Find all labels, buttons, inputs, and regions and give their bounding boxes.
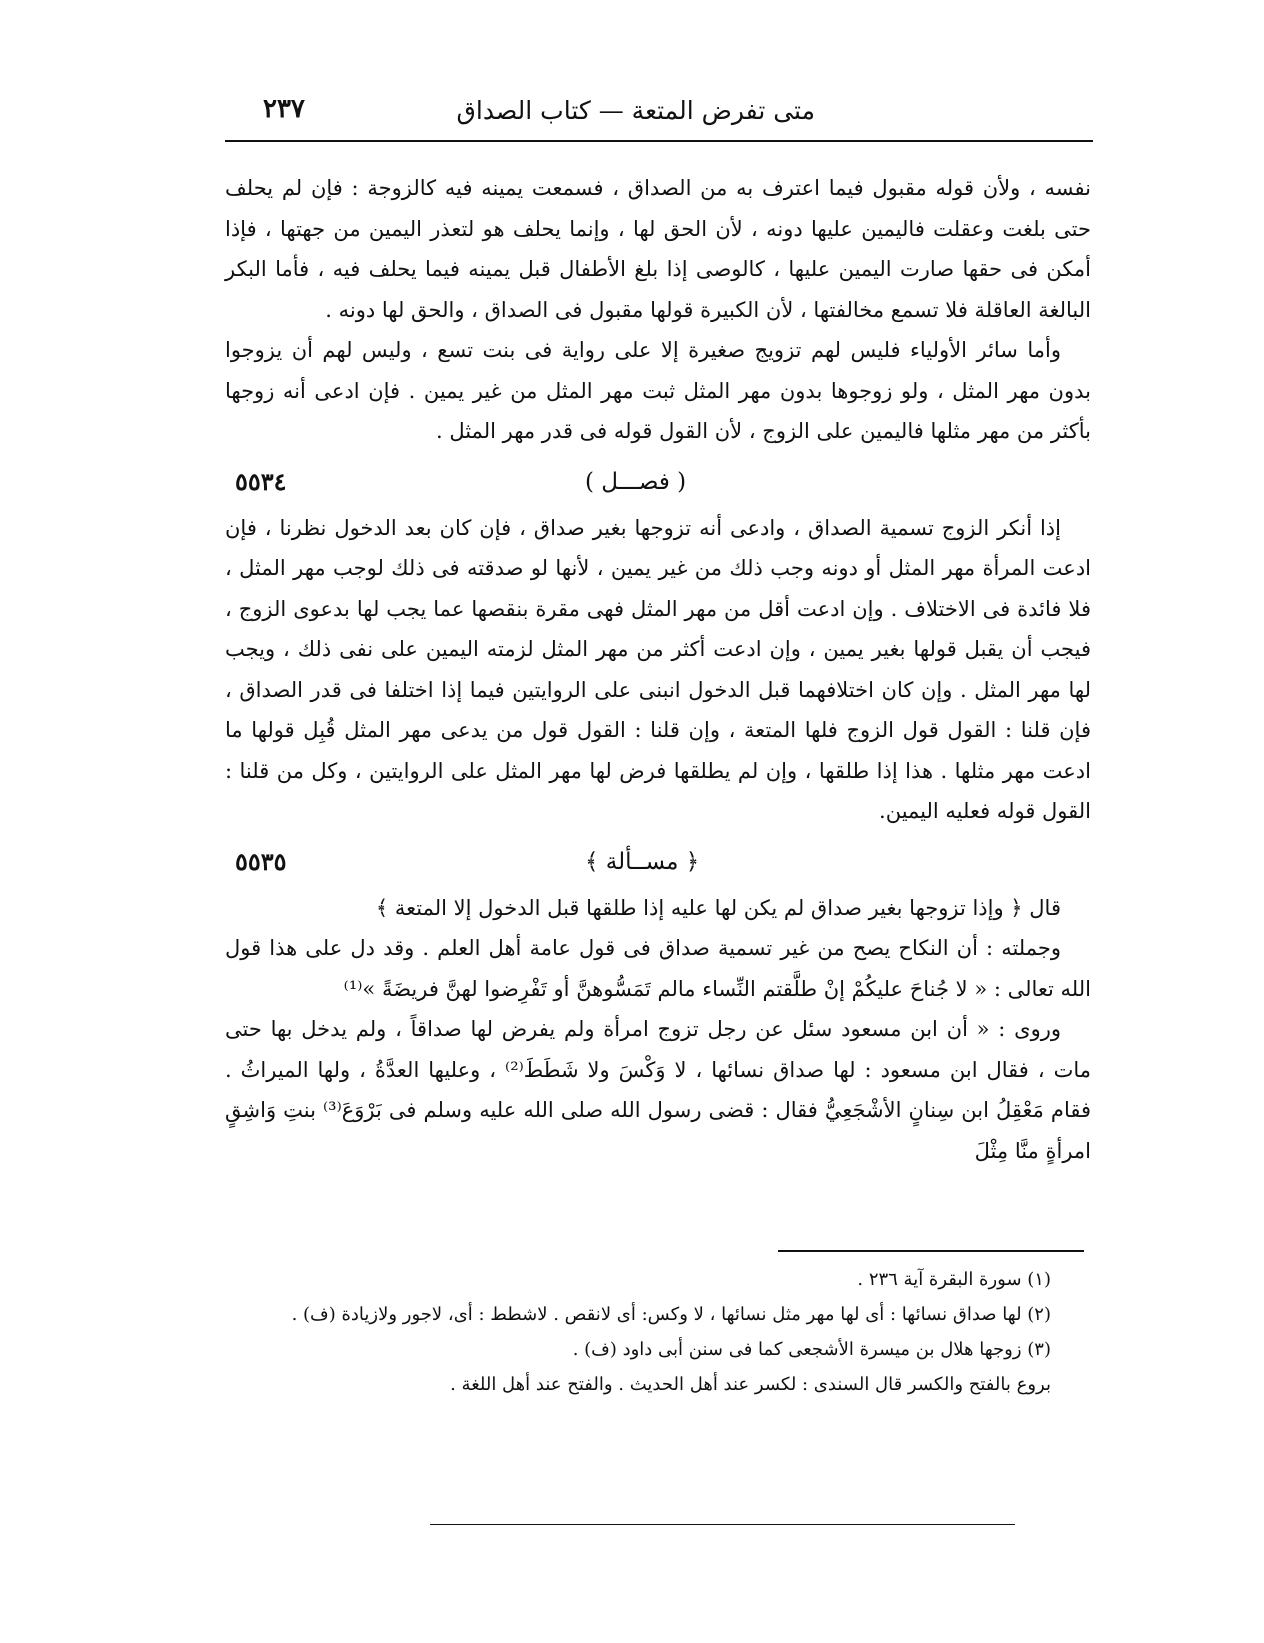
footnote-rule — [778, 1250, 1084, 1252]
section-number: ٥٥٣٥ — [235, 846, 287, 876]
paragraph-5: وجملته : أن النكاح يصح من غير تسمية صداق فى قول عامة أهل العلم . وقد دل على هذا قول الله تعالى : « لا جُناحَ عليكُمْ إنْ طلَّقتم النِّساء مالم تَمَسُّوهنَّ أو تَفْرِضوا لهنَّ فريضَةً »⁽¹⁾ — [225, 936, 1091, 1001]
page-number: ٢٣٧ — [263, 94, 305, 124]
footnote-note: بروع بالفتح والكسر قال السندى : لكسر عند أهل الحديث . والفتح عند أهل اللغة . — [450, 1374, 1051, 1395]
footnote-3: (٣) زوجها هلال بن ميسرة الأشجعى كما فى سنن أبى داود (ف) . — [572, 1339, 1051, 1360]
paragraph-6: وروى : « أن ابن مسعود سئل عن رجل تزوج امرأة ولم يفرض لها صداقاً ، ولم يدخل بها حتى مات ، فقال ابن مسعود : لها صداق نسائها ، لا وَكْسَ ولا شَطَطَ⁽²⁾ ، وعليها العدَّةُ ، ولها الميراثُ . فقام مَعْقِلُ ابن سِنانٍ الأشْجَعِيُّ فقال : قضى رسول الله صلى الله عليه وسلم فى بَرْوَعَ⁽³⁾ بنتِ وَاشِقٍ امرأةٍ منَّا مِثْلَ — [225, 1017, 1091, 1163]
paragraph-4: قال ﴿ وإذا تزوجها بغير صداق لم يكن لها عليه إذا طلقها قبل الدخول إلا المتعة ﴾ — [375, 895, 1061, 920]
header-rule — [225, 140, 1093, 142]
section-heading-5534 — [225, 452, 1091, 508]
paragraph-2: وأما سائر الأولياء فليس لهم تزويج صغيرة إلا على رواية فى بنت تسع ، وليس لهم أن يزوجوا بدون مهر المثل ، ولو زوجوها بدون مهر المثل ثبت مهر المثل من غير يمين . فإن ادعى أنه زوجها بأكثر من مهر مثلها فاليمين على الزوج ، لأن القول قوله فى قدر مهر المثل . — [225, 338, 1091, 443]
footnote-1: (١) سورة البقرة آية ٢٣٦ . — [857, 1269, 1051, 1290]
header-title: متى تفرض المتعة — كتاب الصداق — [456, 96, 815, 125]
footnote-2: (٢) لها صداق نسائها : أى لها مهر مثل نسائها ، لا وكس: أى لانقص . لاشطط : أى، لاجور ولازيادة (ف) . — [291, 1304, 1051, 1325]
section-label: ﴿ مســألة ﴾ — [585, 848, 700, 875]
main-text — [225, 168, 1091, 1171]
footnotes — [205, 1262, 1051, 1402]
section-heading-5535 — [225, 832, 1091, 888]
paragraph-1: نفسه ، ولأن قوله مقبول فيما اعترف به من الصداق ، فسمعت يمينه فيه كالزوجة : فإن لم يحلف حتى بلغت وعقلت فاليمين عليها دونه ، لأن الحق لها ، وإنما يحلف هو لتعذر اليمين من جهتها ، فإذا أمكن فى حقها صارت اليمين عليها ، كالوصى إذا بلغ الأطفال قبل يمينه فيما يحلف فيه ، فأما البكر البالغة العاقلة فلا تسمع مخالفتها ، لأن الكبيرة قولها مقبول فى الصداق ، والحق لها دونه . — [225, 176, 1091, 322]
bottom-rule — [430, 1524, 1015, 1525]
paragraph-3: إذا أنكر الزوج تسمية الصداق ، وادعى أنه تزوجها بغير صداق ، فإن كان بعد الدخول نظرنا ، فإن ادعت المرأة مهر المثل أو دونه وجب ذلك من غير يمين ، لأنها لو صدقته فى ذلك لوجب مهر المثل ، فلا فائدة فى الاختلاف . وإن ادعت أقل من مهر المثل فهى مقرة بنقصها عما يجب لها بدعوى الزوج ، فيجب أن يقبل قولها بغير يمين ، وإن ادعت أكثر من مهر المثل لزمته اليمين على نفى ذلك ، ويجب لها مهر المثل . وإن كان اختلافهما قبل الدخول انبنى على الروايتين فيما إذا اختلفا فى قدر الصداق ، فإن قلنا : القول قول الزوج فلها المتعة ، وإن قلنا : القول قول من يدعى مهر المثل قُبِل قولها ما ادعت مهر مثلها . هذا إذا طلقها ، وإن لم يطلقها فرض لها مهر المثل على الروايتين ، وكل من قلنا : القول قوله فعليه اليمين. — [225, 515, 1092, 823]
section-number: ٥٥٣٤ — [235, 466, 287, 496]
section-label: ( فصـــل ) — [585, 468, 687, 495]
running-header — [225, 92, 1095, 140]
